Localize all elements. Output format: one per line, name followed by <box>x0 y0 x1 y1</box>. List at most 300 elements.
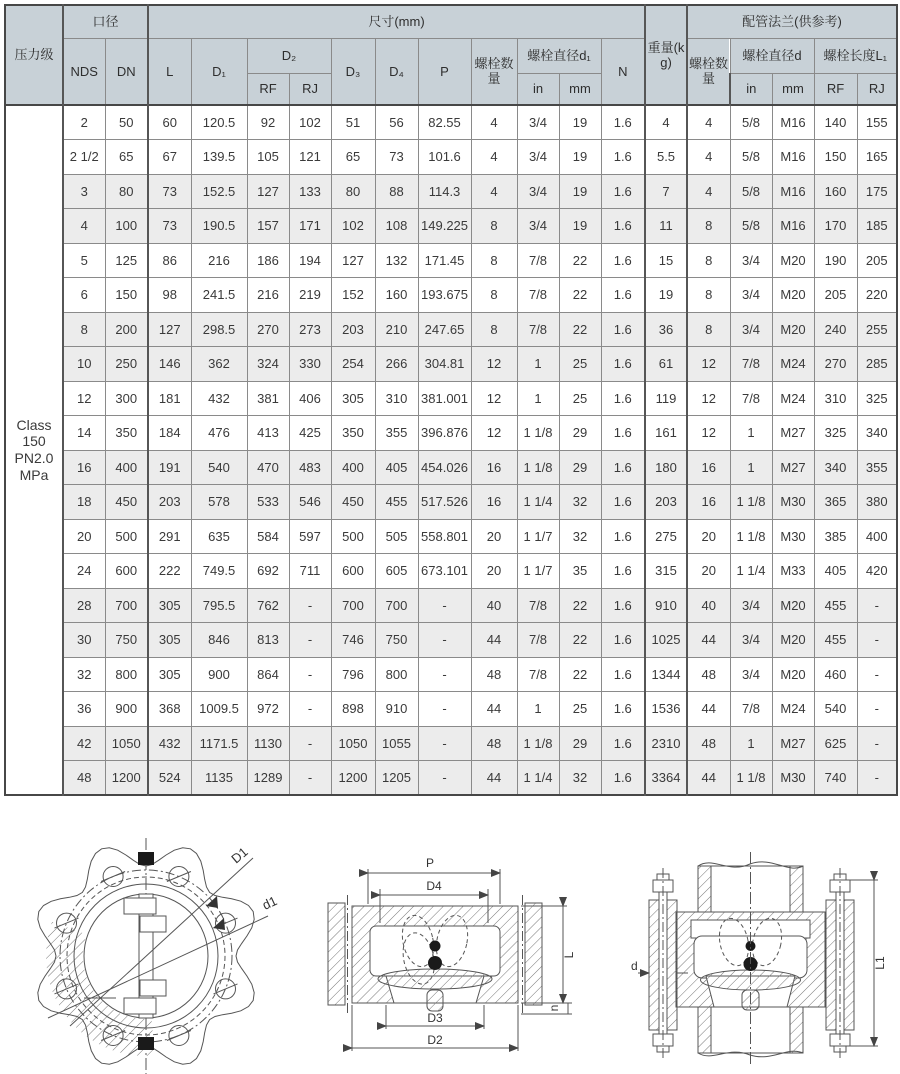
table-cell: 219 <box>289 278 331 313</box>
table-cell: 605 <box>375 554 418 589</box>
table-cell: 92 <box>247 105 289 140</box>
table-row <box>5 209 897 244</box>
table-cell: 325 <box>857 381 897 416</box>
col-header-d1: D₁ <box>191 38 247 105</box>
table-row <box>5 140 897 175</box>
table-cell: 400 <box>857 519 897 554</box>
stub-wall <box>698 1007 711 1053</box>
table-cell: - <box>418 623 471 658</box>
table-cell: 1055 <box>375 726 418 761</box>
table-cell: 5/8 <box>730 140 772 175</box>
table-cell: 746 <box>331 623 375 658</box>
table-cell: 285 <box>857 347 897 382</box>
table-cell: 425 <box>289 416 331 451</box>
table-cell: 185 <box>857 209 897 244</box>
table-cell: 150 <box>814 140 857 175</box>
table-cell: 35 <box>559 554 601 589</box>
table-cell: 61 <box>645 347 687 382</box>
table-cell: 12 <box>687 347 730 382</box>
table-cell: 540 <box>191 450 247 485</box>
label-d: d <box>631 959 638 973</box>
table-cell: 625 <box>814 726 857 761</box>
table-cell: 120.5 <box>191 105 247 140</box>
table-cell: 1.6 <box>601 174 645 209</box>
table-cell: 4 <box>471 140 517 175</box>
table-cell: 4 <box>471 174 517 209</box>
table-cell: 8 <box>471 243 517 278</box>
table-cell: 149.225 <box>418 209 471 244</box>
table-cell: 184 <box>148 416 191 451</box>
table-cell: 4 <box>471 105 517 140</box>
table-cell: 5/8 <box>730 209 772 244</box>
table-cell: 1.6 <box>601 519 645 554</box>
table-cell: M20 <box>772 243 814 278</box>
table-cell: 1050 <box>105 726 148 761</box>
table-cell: 1 1/4 <box>730 554 772 589</box>
table-cell: 48 <box>471 657 517 692</box>
table-cell: 12 <box>471 347 517 382</box>
col-header-bolt-len-l1: 螺栓长度L₁ <box>814 38 897 73</box>
table-cell: 18 <box>63 485 105 520</box>
table-cell: 44 <box>471 692 517 727</box>
table-cell: M16 <box>772 209 814 244</box>
pipe-wall-right <box>525 903 542 1005</box>
table-cell: 12 <box>63 381 105 416</box>
table-cell: 25 <box>559 692 601 727</box>
table-row <box>5 485 897 520</box>
table-cell: 310 <box>375 381 418 416</box>
table-cell: 8 <box>687 209 730 244</box>
table-cell: 800 <box>375 657 418 692</box>
col-header-dn: DN <box>105 38 148 105</box>
table-cell: 3/4 <box>517 174 559 209</box>
table-cell: 161 <box>645 416 687 451</box>
table-cell: 310 <box>814 381 857 416</box>
table-cell: 400 <box>105 450 148 485</box>
table-cell: 44 <box>687 692 730 727</box>
table-cell: 324 <box>247 347 289 382</box>
bolt-hole-mark <box>101 872 125 882</box>
table-cell: 2 1/2 <box>63 140 105 175</box>
table-cell: 1.6 <box>601 554 645 589</box>
table-cell: 19 <box>559 209 601 244</box>
table-cell: 1130 <box>247 726 289 761</box>
table-cell: M24 <box>772 692 814 727</box>
table-cell: 597 <box>289 519 331 554</box>
table-cell: 1.6 <box>601 243 645 278</box>
table-cell: 132 <box>375 243 418 278</box>
table-cell: 740 <box>814 761 857 796</box>
table-cell: 1289 <box>247 761 289 796</box>
table-cell: 275 <box>645 519 687 554</box>
table-cell: 700 <box>331 588 375 623</box>
table-row <box>5 554 897 589</box>
table-cell: 56 <box>375 105 418 140</box>
table-cell: 1200 <box>331 761 375 796</box>
table-cell: 16 <box>471 450 517 485</box>
table-cell: 40 <box>471 588 517 623</box>
table-cell: 102 <box>289 105 331 140</box>
seat-ring <box>378 969 492 989</box>
table-cell: 1 1/4 <box>517 761 559 796</box>
table-cell: 406 <box>289 381 331 416</box>
table-cell: 140 <box>814 105 857 140</box>
table-cell: 36 <box>63 692 105 727</box>
table-cell: 22 <box>559 623 601 658</box>
table-cell: 73 <box>148 209 191 244</box>
table-cell: 305 <box>148 623 191 658</box>
table-cell: 19 <box>645 278 687 313</box>
table-cell: 100 <box>105 209 148 244</box>
table-cell: 32 <box>559 519 601 554</box>
table-cell: 210 <box>375 312 418 347</box>
table-cell: 1 1/7 <box>517 519 559 554</box>
table-cell: 315 <box>645 554 687 589</box>
table-cell: 32 <box>63 657 105 692</box>
table-cell: 160 <box>814 174 857 209</box>
table-cell: 813 <box>247 623 289 658</box>
table-cell: 8 <box>687 243 730 278</box>
table-cell: 25 <box>559 381 601 416</box>
table-cell: M30 <box>772 485 814 520</box>
table-cell: 396.876 <box>418 416 471 451</box>
table-cell: 1 1/4 <box>517 485 559 520</box>
table-cell: 65 <box>331 140 375 175</box>
table-cell: 29 <box>559 450 601 485</box>
table-cell: 505 <box>375 519 418 554</box>
table-cell: 7/8 <box>517 278 559 313</box>
table-cell: 700 <box>375 588 418 623</box>
table-cell: 105 <box>247 140 289 175</box>
table-row <box>5 312 897 347</box>
table-cell: - <box>289 588 331 623</box>
table-cell: 241.5 <box>191 278 247 313</box>
table-cell: 420 <box>857 554 897 589</box>
table-row <box>5 450 897 485</box>
table-cell: 972 <box>247 692 289 727</box>
table-cell: 181 <box>148 381 191 416</box>
table-cell: 1.6 <box>601 209 645 244</box>
table-cell: 673.101 <box>418 554 471 589</box>
table-cell: 73 <box>375 140 418 175</box>
table-cell: 1.6 <box>601 623 645 658</box>
table-cell: 98 <box>148 278 191 313</box>
table-cell: 22 <box>559 278 601 313</box>
table-cell: 80 <box>331 174 375 209</box>
table-cell: 12 <box>687 381 730 416</box>
hatch-sector <box>46 922 155 1056</box>
table-cell: 48 <box>63 761 105 796</box>
table-cell: 20 <box>63 519 105 554</box>
table-cell: 127 <box>247 174 289 209</box>
table-cell: - <box>857 692 897 727</box>
table-cell: 1009.5 <box>191 692 247 727</box>
hinge-pin-dot-lower <box>428 956 442 970</box>
table-cell: 12 <box>471 416 517 451</box>
col-header-p: P <box>418 38 471 105</box>
table-cell: 8 <box>471 209 517 244</box>
table-cell: 8 <box>687 312 730 347</box>
table-cell: 203 <box>148 485 191 520</box>
diagram-section-view <box>326 855 582 1060</box>
flange-spec-table <box>4 4 898 796</box>
label-D3: D3 <box>427 1011 443 1025</box>
col-header-mm: mm <box>559 73 601 105</box>
table-cell: 1.6 <box>601 761 645 796</box>
pressure-class-value: Class 150 PN2.0 MPa <box>5 105 63 795</box>
table-cell: 36 <box>645 312 687 347</box>
table-cell: 22 <box>559 588 601 623</box>
table-cell: 48 <box>687 657 730 692</box>
table-cell: 355 <box>375 416 418 451</box>
col-header-bore: 口径 <box>63 5 148 38</box>
table-cell: 3/4 <box>730 243 772 278</box>
table-cell: 4 <box>687 174 730 209</box>
table-cell: - <box>289 623 331 658</box>
table-row <box>5 105 897 140</box>
label-d1: d1 <box>259 893 280 913</box>
table-cell: 180 <box>645 450 687 485</box>
clamp-top-right <box>140 916 166 932</box>
table-cell: 1 1/8 <box>517 416 559 451</box>
table-cell: 7/8 <box>517 623 559 658</box>
arrowhead-d1 <box>213 918 225 930</box>
col-header-d2: D₂ <box>247 38 331 73</box>
label-L1: L1 <box>873 956 887 970</box>
table-row <box>5 761 897 796</box>
table-cell: 82.55 <box>418 105 471 140</box>
table-cell: 600 <box>331 554 375 589</box>
table-cell: 73 <box>148 174 191 209</box>
clamp-bottom <box>124 998 156 1014</box>
col-header-l: L <box>148 38 191 105</box>
table-cell: 7/8 <box>517 588 559 623</box>
table-cell: 121 <box>289 140 331 175</box>
table-cell: 500 <box>331 519 375 554</box>
stub-wall <box>790 1007 803 1053</box>
col-header-weight: 重量(kg) <box>645 5 687 105</box>
table-cell: 476 <box>191 416 247 451</box>
table-cell: 67 <box>148 140 191 175</box>
table-cell: 455 <box>814 623 857 658</box>
table-cell: 30 <box>63 623 105 658</box>
table-cell: 1344 <box>645 657 687 692</box>
table-cell: - <box>418 657 471 692</box>
table-cell: M16 <box>772 140 814 175</box>
table-cell: 254 <box>331 347 375 382</box>
table-cell: 340 <box>814 450 857 485</box>
table-cell: 350 <box>105 416 148 451</box>
stem <box>427 990 443 1011</box>
table-cell: 1.6 <box>601 450 645 485</box>
table-cell: 796 <box>331 657 375 692</box>
col-header-size-mm: 尺寸(mm) <box>148 5 645 38</box>
table-cell: 1 <box>517 347 559 382</box>
table-cell: 381.001 <box>418 381 471 416</box>
label-D1: D1 <box>228 844 251 867</box>
table-cell: 165 <box>857 140 897 175</box>
table-cell: 16 <box>63 450 105 485</box>
table-cell: 1 <box>730 450 772 485</box>
col-header-rj: RJ <box>289 73 331 105</box>
table-cell: 450 <box>331 485 375 520</box>
table-cell: 898 <box>331 692 375 727</box>
table-cell: 139.5 <box>191 140 247 175</box>
table-cell: 330 <box>289 347 331 382</box>
table-cell: 273 <box>289 312 331 347</box>
table-cell: 14 <box>63 416 105 451</box>
table-cell: 29 <box>559 726 601 761</box>
table-cell: 4 <box>687 140 730 175</box>
table-cell: 7/8 <box>517 657 559 692</box>
table-row <box>5 347 897 382</box>
table-cell: 450 <box>105 485 148 520</box>
table-cell: 7/8 <box>730 692 772 727</box>
table-cell: 190 <box>814 243 857 278</box>
table-cell: 1 1/7 <box>517 554 559 589</box>
table-cell: 795.5 <box>191 588 247 623</box>
table-cell: 900 <box>191 657 247 692</box>
table-cell: 454.026 <box>418 450 471 485</box>
table-cell: 146 <box>148 347 191 382</box>
table-cell: 101.6 <box>418 140 471 175</box>
table-cell: 1135 <box>191 761 247 796</box>
table-cell: 20 <box>471 519 517 554</box>
table-cell: 155 <box>857 105 897 140</box>
table-cell: 171.45 <box>418 243 471 278</box>
table-cell: 1536 <box>645 692 687 727</box>
table-cell: 170 <box>814 209 857 244</box>
col-header-rj2: RJ <box>857 73 897 105</box>
table-cell: 350 <box>331 416 375 451</box>
table-row <box>5 623 897 658</box>
table-cell: M24 <box>772 381 814 416</box>
table-cell: 3/4 <box>730 657 772 692</box>
table-cell: 44 <box>471 761 517 796</box>
table-cell: 1 1/8 <box>517 726 559 761</box>
table-cell: 800 <box>105 657 148 692</box>
table-cell: 750 <box>375 623 418 658</box>
table-cell: 470 <box>247 450 289 485</box>
table-cell: M30 <box>772 519 814 554</box>
table-cell: 355 <box>857 450 897 485</box>
table-cell: - <box>418 588 471 623</box>
hinge-pin-bottom <box>138 1037 154 1050</box>
table-cell: 5.5 <box>645 140 687 175</box>
table-cell: 711 <box>289 554 331 589</box>
col-header-n: N <box>601 38 645 105</box>
table-cell: 203 <box>331 312 375 347</box>
table-cell: 3/4 <box>730 623 772 658</box>
diagram-front-view <box>18 828 286 1074</box>
table-cell: 5 <box>63 243 105 278</box>
table-cell: 19 <box>559 140 601 175</box>
table-cell: 910 <box>375 692 418 727</box>
table-cell: 16 <box>687 450 730 485</box>
col-header-nds: NDS <box>63 38 105 105</box>
table-cell: 305 <box>331 381 375 416</box>
table-cell: 1 <box>517 381 559 416</box>
table-cell: 546 <box>289 485 331 520</box>
table-cell: 88 <box>375 174 418 209</box>
table-cell: 42 <box>63 726 105 761</box>
col-header-bolt-dia-d1: 螺栓直径d₁ <box>517 38 601 73</box>
col-header-bolt-dia-d: 螺栓直径d <box>730 38 814 73</box>
table-cell: 455 <box>814 588 857 623</box>
hinge-pin-top <box>138 852 154 865</box>
table-cell: 910 <box>645 588 687 623</box>
table-cell: 500 <box>105 519 148 554</box>
table-cell: - <box>418 761 471 796</box>
table-cell: M30 <box>772 761 814 796</box>
table-cell: 864 <box>247 657 289 692</box>
table-cell: 1.6 <box>601 485 645 520</box>
col-header-d4: D₄ <box>375 38 418 105</box>
table-row <box>5 243 897 278</box>
table-cell: M20 <box>772 278 814 313</box>
pipe-wall-left <box>328 903 345 1005</box>
table-cell: 533 <box>247 485 289 520</box>
table-cell: 150 <box>105 278 148 313</box>
table-cell: M20 <box>772 657 814 692</box>
table-cell: 65 <box>105 140 148 175</box>
table-cell: - <box>857 761 897 796</box>
table-cell: 1.6 <box>601 726 645 761</box>
table-cell: 5/8 <box>730 105 772 140</box>
table-cell: M27 <box>772 416 814 451</box>
table-cell: 1.6 <box>601 140 645 175</box>
table-cell: 1 1/8 <box>730 519 772 554</box>
table-cell: M33 <box>772 554 814 589</box>
arrowhead-D1 <box>206 896 218 908</box>
table-cell: 524 <box>148 761 191 796</box>
table-cell: M27 <box>772 450 814 485</box>
table-cell: 44 <box>687 623 730 658</box>
table-cell: 171 <box>289 209 331 244</box>
table-cell: - <box>857 623 897 658</box>
col-header-bolt-qty: 螺栓数量 <box>471 38 517 105</box>
table-cell: M20 <box>772 312 814 347</box>
table-cell: 578 <box>191 485 247 520</box>
table-cell: 4 <box>645 105 687 140</box>
spec-table-body <box>5 105 897 795</box>
table-cell: 60 <box>148 105 191 140</box>
table-cell: - <box>289 761 331 796</box>
table-cell: 1.6 <box>601 105 645 140</box>
table-cell: 1.6 <box>601 416 645 451</box>
table-cell: 405 <box>375 450 418 485</box>
table-cell: 19 <box>559 174 601 209</box>
table-cell: M16 <box>772 105 814 140</box>
table-cell: 216 <box>191 243 247 278</box>
table-cell: - <box>289 726 331 761</box>
table-cell: 584 <box>247 519 289 554</box>
table-cell: 1 1/8 <box>730 485 772 520</box>
table-cell: 8 <box>63 312 105 347</box>
table-cell: M27 <box>772 726 814 761</box>
table-cell: M20 <box>772 588 814 623</box>
table-cell: 413 <box>247 416 289 451</box>
table-cell: 203 <box>645 485 687 520</box>
table-cell: 270 <box>814 347 857 382</box>
table-cell: 240 <box>814 312 857 347</box>
bolt-hole-mark <box>55 918 79 928</box>
table-cell: 205 <box>814 278 857 313</box>
table-cell: 1.6 <box>601 657 645 692</box>
table-cell: 15 <box>645 243 687 278</box>
table-cell: 220 <box>857 278 897 313</box>
table-cell: - <box>857 726 897 761</box>
